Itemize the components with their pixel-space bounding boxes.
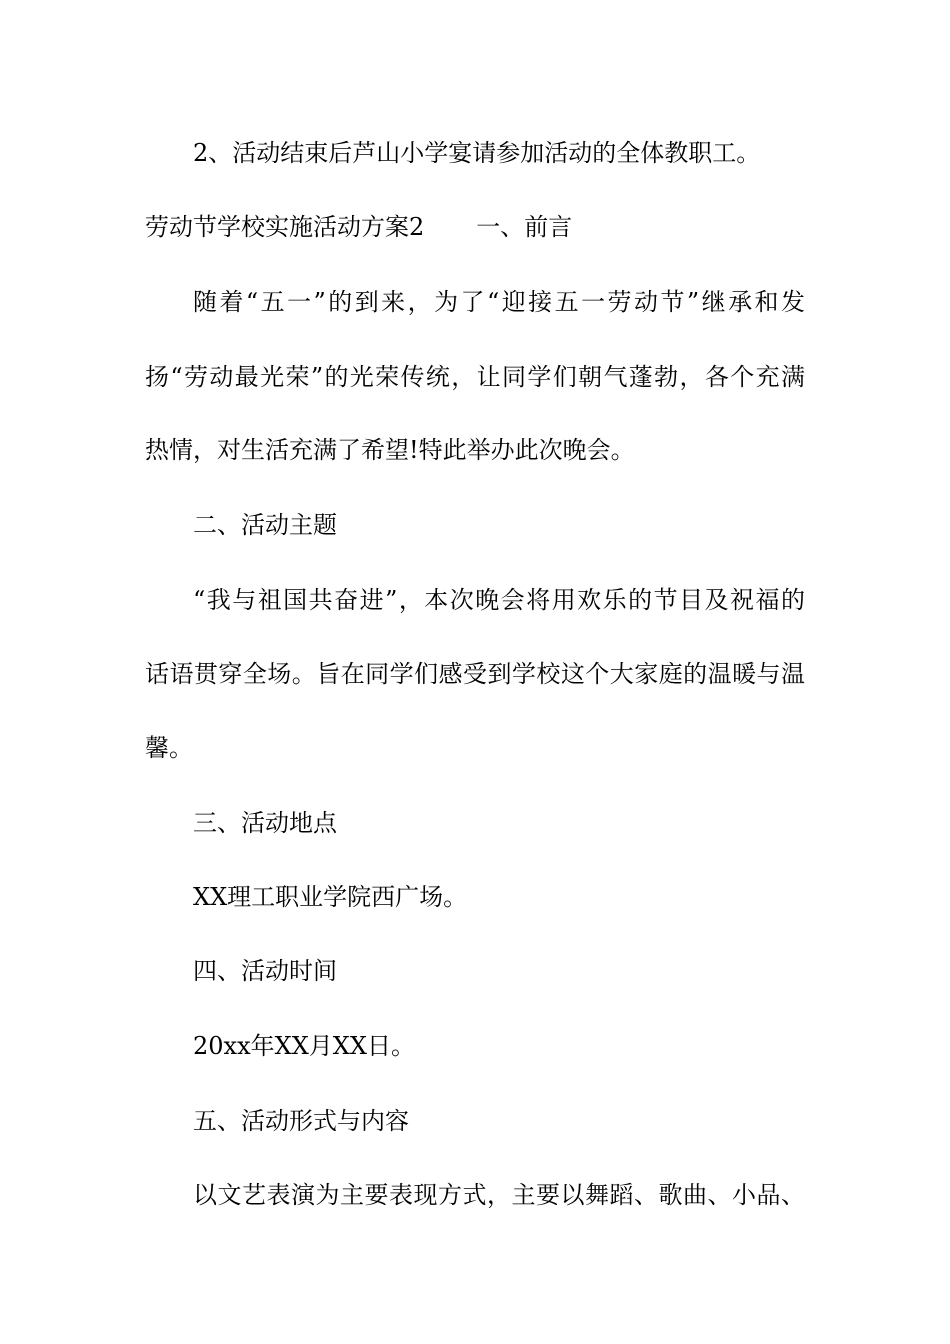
paragraph-line: 话语贯穿全场。旨在同学们感受到学校这个大家庭的温暖与温 (145, 660, 805, 688)
section-heading: 一、前言 (476, 213, 573, 241)
section-heading: 五、活动形式与内容 (193, 1107, 409, 1135)
section-heading: 二、活动主题 (193, 511, 337, 539)
section-heading: 三、活动地点 (193, 809, 337, 837)
section-heading-line (145, 212, 805, 242)
paragraph-line: 以文艺表演为主要表现方式，主要以舞蹈、歌曲、小品、 (193, 1181, 805, 1209)
paragraph-line: “我与祖国共奋进”，本次晚会将用欢乐的节目及祝福的 (193, 586, 805, 614)
paragraph-line: 扬“劳动最光荣”的光荣传统，让同学们朝气蓬勃，各个充满 (145, 363, 805, 391)
paragraph-line: 馨。 (145, 734, 193, 762)
paragraph-line: 热情，对生活充满了希望!特此举办此次晚会。 (145, 436, 635, 464)
paragraph-line: 2、活动结束后芦山小学宴请参加活动的全体教职工。 (193, 139, 761, 167)
paragraph-line: XX理工职业学院西广场。 (193, 883, 468, 911)
paragraph-line: 20xx年XX月XX日。 (193, 1032, 415, 1060)
document-title: 劳动节学校实施活动方案2 (145, 213, 425, 241)
section-heading: 四、活动时间 (193, 957, 337, 985)
paragraph-line: 随着“五一”的到来，为了“迎接五一劳动节”继承和发 (193, 288, 805, 316)
